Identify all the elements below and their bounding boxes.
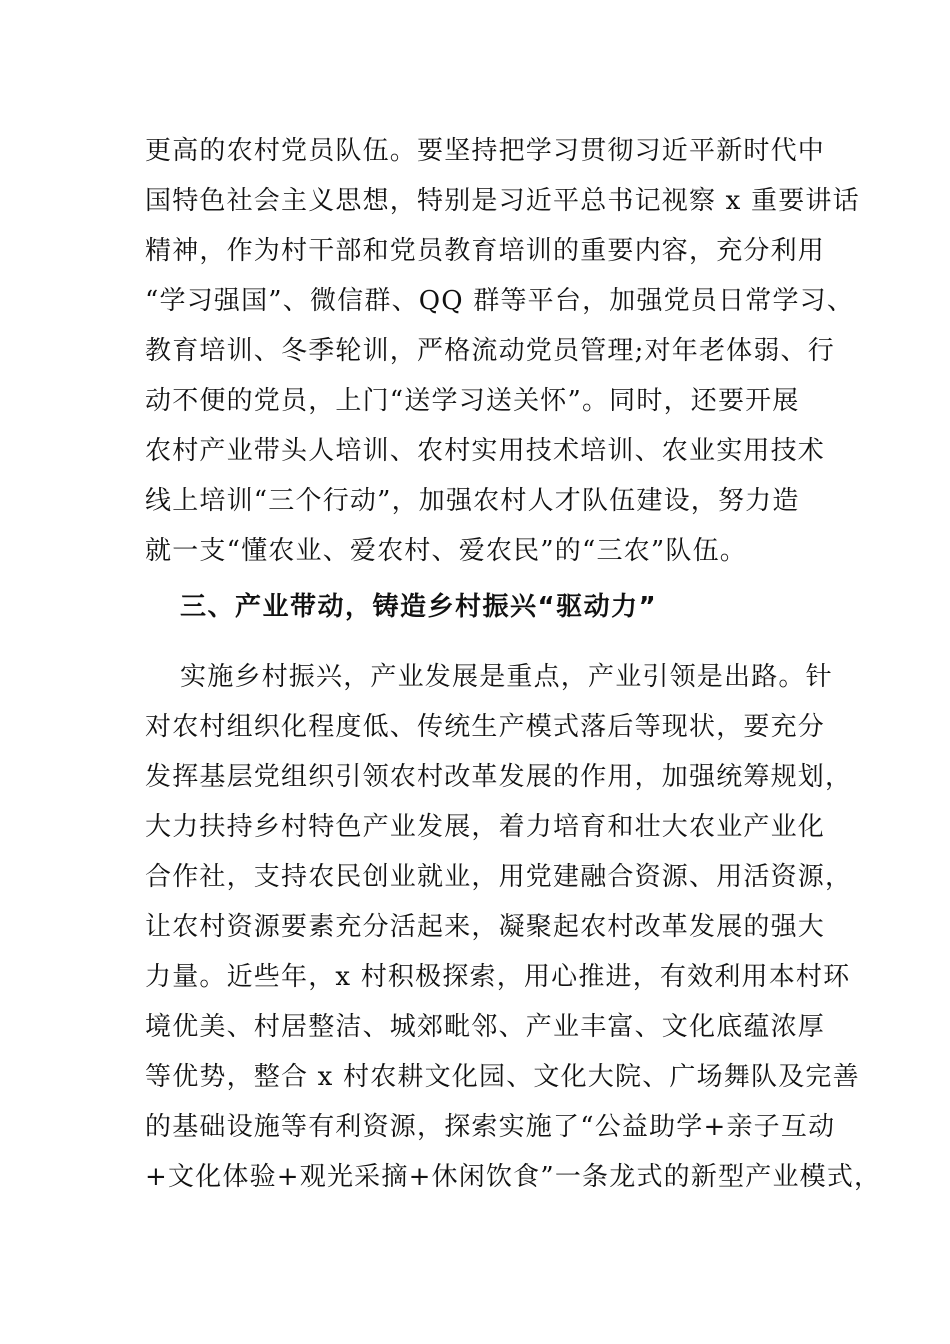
paragraph-line: 发挥基层党组织引领农村改革发展的作用，加强统筹规划， (145, 762, 853, 792)
section-heading: 三、产业带动，铸造乡村振兴“驱动力” (180, 592, 658, 622)
paragraph-line: 更高的农村党员队伍。要坚持把学习贯彻习近平新时代中 (145, 136, 826, 166)
paragraph-line: 等优势，整合 x 村农耕文化园、文化大院、广场舞队及完善 (145, 1062, 860, 1092)
paragraph-line: 对农村组织化程度低、传统生产模式落后等现状，要充分 (145, 712, 826, 742)
paragraph-line: 让农村资源要素充分活起来，凝聚起农村改革发展的强大 (145, 912, 826, 942)
paragraph-line: 大力扶持乡村特色产业发展，着力培育和壮大农业产业化 (145, 812, 826, 842)
paragraph-line: 教育培训、冬季轮训，严格流动党员管理;对年老体弱、行 (145, 336, 835, 366)
paragraph-line: 线上培训“三个行动”，加强农村人才队伍建设，努力造 (145, 486, 800, 516)
paragraph-line: “学习强国”、微信群、QQ 群等平台，加强党员日常学习、 (145, 286, 855, 316)
paragraph-line: 力量。近些年，x 村积极探索，用心推进，有效利用本村环 (145, 962, 851, 992)
paragraph-line: 的基础设施等有利资源，探索实施了“公益助学+亲子互动 (145, 1112, 836, 1142)
paragraph-line: 实施乡村振兴，产业发展是重点，产业引领是出路。针 (180, 662, 833, 692)
paragraph-line: 就一支“懂农业、爱农村、爱农民”的“三农”队伍。 (145, 536, 747, 566)
paragraph-line: 合作社，支持农民创业就业，用党建融合资源、用活资源， (145, 862, 853, 892)
paragraph-line: 农村产业带头人培训、农村实用技术培训、农业实用技术 (145, 436, 826, 466)
paragraph-line: 精神，作为村干部和党员教育培训的重要内容，充分利用 (145, 236, 826, 266)
paragraph-line: 国特色社会主义思想，特别是习近平总书记视察 x 重要讲话 (145, 186, 860, 216)
paragraph-line: 动不便的党员，上门“送学习送关怀”。同时，还要开展 (145, 386, 800, 416)
paragraph-line: +文化体验+观光采摘+休闲饮食”一条龙式的新型产业模式， (145, 1162, 882, 1192)
paragraph-line: 境优美、村居整洁、城郊毗邻、产业丰富、文化底蕴浓厚 (145, 1012, 826, 1042)
